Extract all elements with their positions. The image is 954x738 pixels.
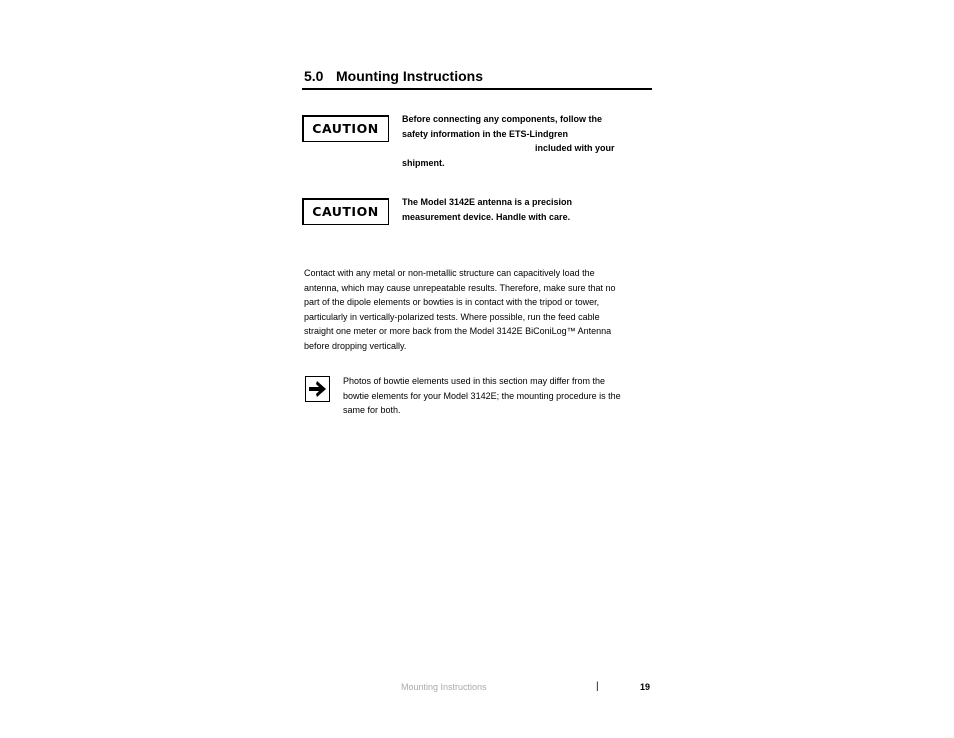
footer-separator: | — [596, 681, 599, 692]
body-line: part of the dipole elements or bowties is in contact with the tripod or tower, — [304, 297, 600, 307]
note-line: Photos of bowtie elements used in this section may differ from the — [343, 376, 605, 386]
caution-label-text: CAUTION — [312, 204, 379, 219]
caution-label-1 — [302, 115, 389, 142]
section-heading — [304, 68, 483, 84]
caution-line: measurement device. Handle with care. — [402, 211, 571, 222]
section-number: 5.0 — [304, 68, 324, 84]
section-title: Mounting Instructions — [336, 68, 483, 84]
caution-message-2 — [402, 195, 632, 224]
note-text — [343, 374, 648, 418]
body-line: before dropping vertically. — [304, 340, 407, 351]
caution-label-2 — [302, 198, 389, 225]
heading-underline — [302, 88, 652, 90]
body-line: straight one meter or more back from the Model 3142E BiConiLog™ Antenna — [304, 326, 612, 336]
caution-line: safety information in the ETS-Lindgren — [402, 128, 569, 139]
caution-line: included with your — [535, 143, 615, 153]
note-line: bowtie elements for your Model 3142E; the mounting procedure is the — [343, 390, 621, 401]
body-line: antenna, which may cause unrepeatable results. Therefore, make sure that no — [304, 282, 616, 293]
body-paragraph — [304, 266, 649, 353]
footer-section-name: Mounting Instructions — [401, 682, 487, 692]
page-number: 19 — [640, 682, 651, 692]
caution-line: The Model 3142E antenna is a precision — [402, 197, 573, 207]
note-line: same for both. — [343, 405, 401, 415]
arrow-right-icon — [305, 376, 330, 402]
body-line: Contact with any metal or non-metallic structure can capacitively load the — [304, 268, 595, 278]
caution-line: Before connecting any components, follow the — [402, 114, 603, 124]
caution-message-1 — [402, 112, 632, 170]
caution-label-text: CAUTION — [312, 121, 379, 136]
body-line: particularly in vertically-polarized tests. Where possible, run the feed cable — [304, 311, 600, 322]
caution-line: shipment. — [402, 157, 445, 168]
